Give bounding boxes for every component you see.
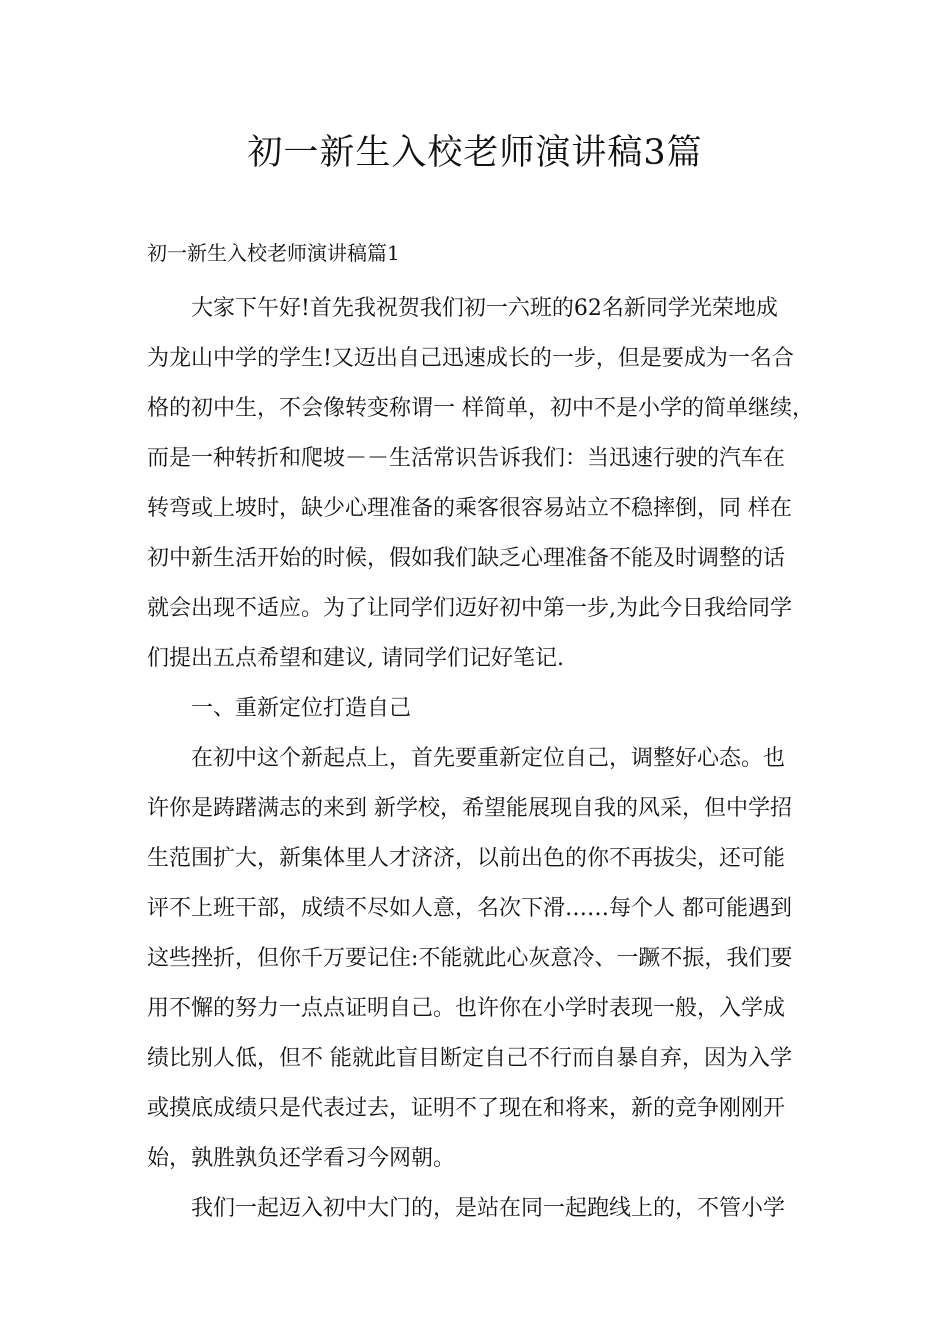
text-line: 就会出现不适应。为了让同学们迈好初中第一步,为此今日我给同学 — [147, 596, 792, 621]
text-line: 初中新生活开始的时候，假如我们缺乏心理准备不能及时调整的话 — [147, 546, 786, 571]
text-line: 转弯或上坡时，缺少心理准备的乘客很容易站立不稳摔倒，同 样在 — [147, 496, 792, 521]
paragraph-reposition — [147, 734, 815, 1184]
text-line: 评不上班干部，成绩不尽如人意，名次下滑……每个人 都可能遇到 — [147, 896, 792, 921]
text-line: 生范围扩大，新集体里人才济济，以前出色的你不再拔尖，还可能 — [147, 846, 786, 871]
section-heading: 初一新生入校老师演讲稿篇1 — [147, 241, 400, 265]
text-line: 大家下午好!首先我祝贺我们初一六班的62名新同学光荣地成 — [191, 296, 778, 321]
text-line: 用不懈的努力一点点证明自己。也许你在小学时表现一般，入学成 — [147, 996, 786, 1021]
text-line: 格的初中生，不会像转变称谓一 样简单，初中不是小学的简单继续， — [147, 396, 814, 421]
text-line: 一、重新定位打造自己 — [191, 696, 412, 721]
text-line: 这些挫折，但你千万要记住:不能就此心灰意冷、一蹶不振，我们要 — [147, 946, 793, 971]
text-line: 们提出五点希望和建议, 请同学们记好笔记. — [147, 646, 564, 671]
text-line: 始，孰胜孰负还学看习今网朝。 — [147, 1146, 456, 1171]
document-body — [147, 235, 815, 1234]
text-line: 许你是踌躇满志的来到 新学校，希望能展现自我的风采，但中学招 — [147, 796, 792, 821]
text-line: 而是一种转折和爬坡－－生活常识告诉我们：当迅速行驶的汽车在 — [147, 446, 786, 471]
subheading-point-one — [147, 684, 815, 734]
text-line: 我们一起迈入初中大门的，是站在同一起跑线上的，不管小学 — [191, 1196, 786, 1221]
text-line: 绩比别人低，但不 能就此盲目断定自己不行而自暴自弃，因为入学 — [147, 1046, 792, 1071]
paragraph-greeting — [147, 284, 815, 684]
text-line: 或摸底成绩只是代表过去，证明不了现在和将来，新的竞争刚刚开 — [147, 1096, 786, 1121]
text-line: 在初中这个新起点上，首先要重新定位自己，调整好心态。也 — [191, 746, 786, 771]
document-title: 初一新生入校老师演讲稿3篇 — [247, 133, 703, 173]
text-line: 为龙山中学的学生!又迈出自己迅速成长的一步，但是要成为一名合 — [147, 346, 794, 371]
paragraph-same-start — [147, 1184, 815, 1234]
